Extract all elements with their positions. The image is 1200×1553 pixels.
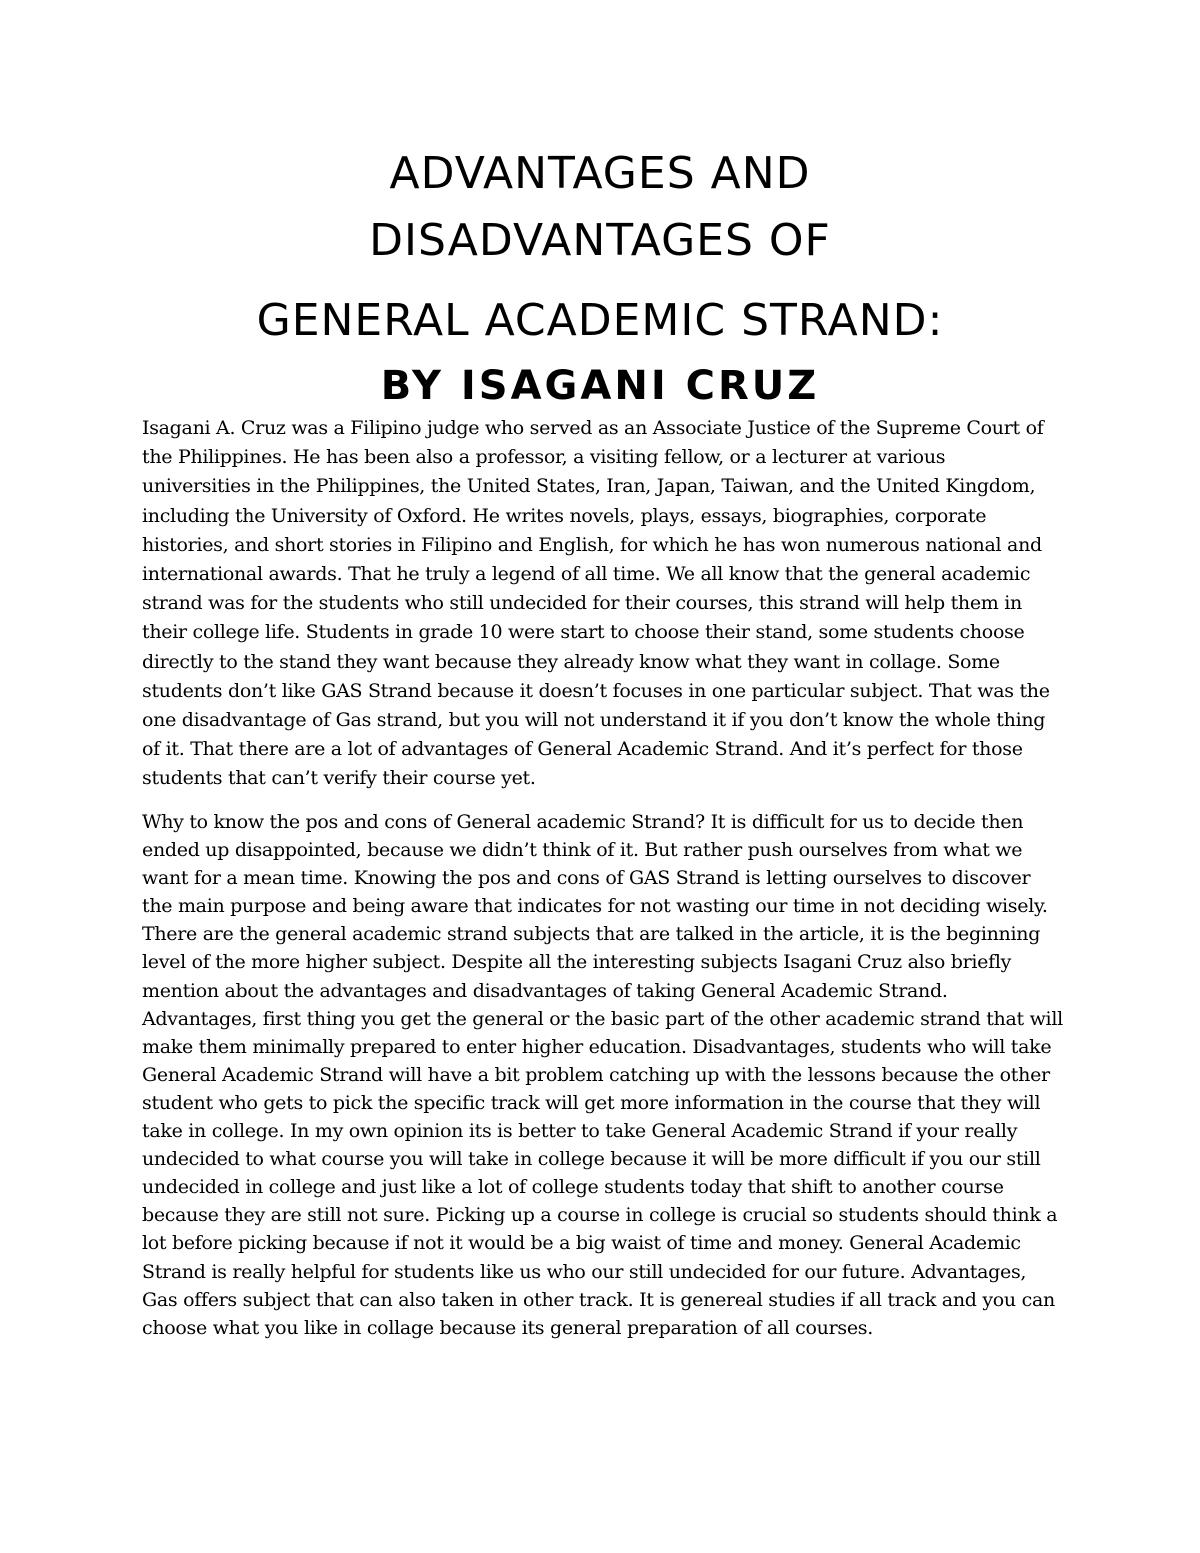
- paragraph-line: one disadvantage of Gas strand, but you will not understand it if you don’t know the whole thing: [142, 709, 1046, 732]
- paragraph-line: mention about the advantages and disadvantages of taking General Academic Strand.: [142, 979, 948, 1002]
- paragraph-line: students that can’t verify their course yet.: [142, 767, 536, 790]
- author-byline: BY ISAGANI CRUZ: [380, 363, 820, 409]
- paragraph-line: want for a mean time. Knowing the pos and cons of GAS Strand is letting ourselves to discover: [142, 867, 1031, 890]
- paragraph-line: ended up disappointed, because we didn’t think of it. But rather push ourselves from what we: [142, 839, 1023, 862]
- paragraph-line: take in college. In my own opinion its is better to take General Academic Strand if your really: [142, 1120, 1018, 1143]
- paragraph-line: General Academic Strand will have a bit problem catching up with the lessons because the other: [142, 1063, 1050, 1086]
- paragraph-1: [142, 414, 1067, 794]
- paragraph-line: universities in the Philippines, the United States, Iran, Japan, Taiwan, and the United Kingdom,: [142, 475, 1036, 498]
- paragraph-line: histories, and short stories in Filipino and English, for which he has won numerous national and: [142, 533, 1042, 556]
- paragraph-line: Gas offers subject that can also taken in other track. It is genereal studies if all track and you can: [142, 1288, 1055, 1311]
- paragraph-line: including the University of Oxford. He writes novels, plays, essays, biographies, corporate: [142, 504, 987, 527]
- paragraph-line: the main purpose and being aware that indicates for not wasting our time in not deciding wisely.: [142, 895, 1048, 918]
- paragraph-line: Why to know the pos and cons of General academic Strand? It is difficult for us to decide then: [142, 811, 1024, 833]
- paragraph-line: undecided in college and just like a lot of college students today that shift to another course: [142, 1176, 1004, 1199]
- paragraph-2: [142, 808, 1067, 1342]
- paragraph-line: choose what you like in collage because its general preparation of all courses.: [142, 1316, 873, 1339]
- title-line-1: ADVANTAGES AND: [389, 148, 811, 199]
- paragraph-line: Strand is really helpful for students like us who our still undecided for our future. Advantages,: [142, 1260, 1027, 1283]
- paragraph-line: There are the general academic strand subjects that are talked in the article, it is the beginning: [142, 923, 1041, 946]
- title-line-3: GENERAL ACADEMIC STRAND:: [256, 295, 944, 346]
- paragraph-line: strand was for the students who still undecided for their courses, this strand will help them in: [142, 592, 1022, 615]
- paragraph-line: directly to the stand they want because they already know what they want in collage. Some: [142, 650, 1000, 673]
- title-line-2: DISADVANTAGES OF: [369, 215, 831, 266]
- paragraph-line: their college life. Students in grade 10 were start to choose their stand, some students choose: [142, 621, 1025, 644]
- paragraph-line: undecided to what course you will take in college because it will be more difficult if you our still: [142, 1148, 1041, 1171]
- paragraph-line: international awards. That he truly a legend of all time. We all know that the general academic: [142, 563, 1031, 586]
- paragraph-line: students don’t like GAS Strand because it doesn’t focuses in one particular subject. That was the: [142, 679, 1050, 702]
- paragraph-line: make them minimally prepared to enter higher education. Disadvantages, students who will take: [142, 1035, 1052, 1058]
- paragraph-line: student who gets to pick the specific track will get more information in the course that they will: [142, 1091, 1041, 1114]
- paragraph-line: Advantages, first thing you get the general or the basic part of the other academic strand that will: [142, 1007, 1063, 1030]
- paragraph-line: of it. That there are a lot of advantages of General Academic Strand. And it’s perfect for those: [142, 738, 1023, 761]
- paragraph-line: because they are still not sure. Picking up a course in college is crucial so students should think a: [142, 1204, 1058, 1227]
- paragraph-line: lot before picking because if not it would be a big waist of time and money. General Academic: [142, 1232, 1021, 1255]
- paragraph-line: the Philippines. He has been also a professor, a visiting fellow, or a lecturer at various: [142, 446, 946, 469]
- paragraph-line: level of the more higher subject. Despite all the interesting subjects Isagani Cruz also briefly: [142, 951, 1012, 974]
- paragraph-line: Isagani A. Cruz was a Filipino judge who served as an Associate Justice of the Supreme Court of: [142, 417, 1044, 439]
